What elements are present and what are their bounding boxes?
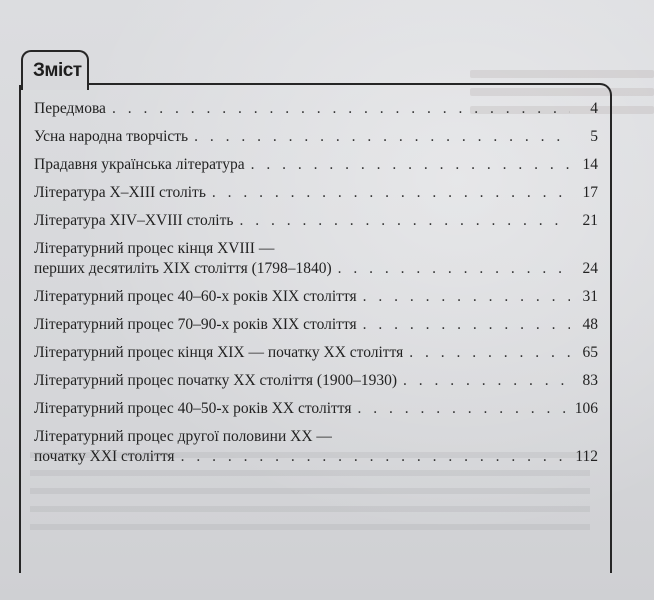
toc-entry-page: 112 xyxy=(575,448,598,465)
dot-leader xyxy=(363,315,570,335)
toc-entry-page: 14 xyxy=(582,156,598,173)
toc-entry[interactable] xyxy=(34,427,598,471)
toc-entry[interactable] xyxy=(34,287,598,311)
toc-entry-title: Літературний процес 70–90-х років XIX століття xyxy=(34,316,357,333)
toc-entry-title: Літературний процес другої половини XX — xyxy=(34,428,332,445)
toc-entry-page: 5 xyxy=(590,128,598,145)
toc-entry-page: 4 xyxy=(590,100,598,117)
toc-entry[interactable] xyxy=(34,239,598,283)
toc-entry-title: Літературний процес початку XX століття (1900–1930) xyxy=(34,372,397,389)
toc-entry-page: 31 xyxy=(582,288,598,305)
dot-leader xyxy=(363,287,570,307)
dot-leader xyxy=(357,399,570,419)
toc-entry-page: 65 xyxy=(582,344,598,361)
dot-leader xyxy=(403,371,570,391)
toc-entry-title-continued: початку XXI століття xyxy=(34,448,175,465)
toc-entry[interactable] xyxy=(34,183,598,207)
toc-entry-page: 24 xyxy=(582,260,598,277)
dot-leader xyxy=(212,183,570,203)
toc-entry[interactable] xyxy=(34,371,598,395)
toc-entry[interactable] xyxy=(34,99,598,123)
toc-entry-title: Прадавня українська література xyxy=(34,156,245,173)
toc-entry-title: Література XIV–XVIII століть xyxy=(34,212,234,229)
toc-entry[interactable] xyxy=(34,155,598,179)
toc-entry-page: 48 xyxy=(582,316,598,333)
toc-entry-title: Літературний процес 40–50-х років XX століття xyxy=(34,400,352,417)
dot-leader xyxy=(181,447,570,467)
dot-leader xyxy=(409,343,570,363)
dot-leader xyxy=(194,127,570,147)
toc-entry-title: Літературний процес кінця XIX — початку XX століття xyxy=(34,344,404,361)
toc-entry[interactable] xyxy=(34,343,598,367)
table-of-contents xyxy=(34,99,598,475)
toc-entry[interactable] xyxy=(34,211,598,235)
toc-heading: Зміст xyxy=(33,60,82,81)
toc-entry-page: 83 xyxy=(582,372,598,389)
toc-entry-title: Усна народна творчість xyxy=(34,128,189,145)
toc-entry-title: Літературний процес кінця XVIII — xyxy=(34,240,275,257)
toc-entry-title: Література Х–ХІІІ століть xyxy=(34,184,206,201)
toc-heading-tab xyxy=(21,50,89,90)
toc-entry-page: 21 xyxy=(582,212,598,229)
toc-entry-page: 17 xyxy=(582,184,598,201)
toc-entry-page: 106 xyxy=(574,400,598,417)
toc-entry[interactable] xyxy=(34,315,598,339)
dot-leader xyxy=(251,155,570,175)
dot-leader xyxy=(239,211,570,231)
dot-leader xyxy=(338,259,570,279)
toc-entry[interactable] xyxy=(34,127,598,151)
dot-leader xyxy=(112,99,570,119)
toc-entry-title: Літературний процес 40–60-х років XIX століття xyxy=(34,288,357,305)
toc-entry-title: Передмова xyxy=(34,100,106,117)
toc-entry-title-continued: перших десятиліть XIX століття (1798–1840) xyxy=(34,260,332,277)
toc-entry[interactable] xyxy=(34,399,598,423)
